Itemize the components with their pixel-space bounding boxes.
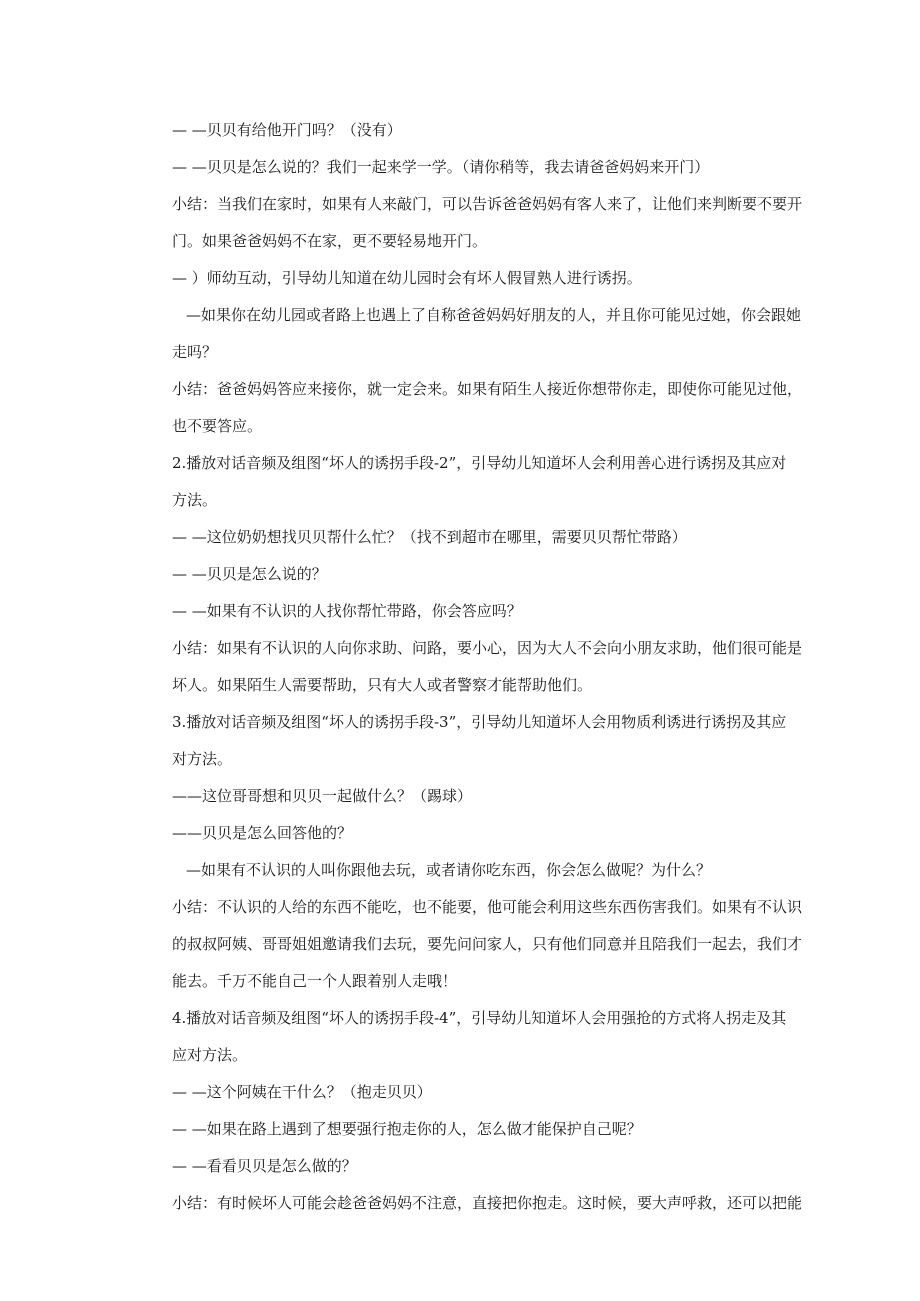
dialogue-line: — —贝贝是怎么说的？我们一起来学一学。（请你稍等，我去请爸爸妈妈来开门）	[172, 158, 710, 176]
dialogue-line: ——贝贝是怎么回答他的？	[172, 824, 353, 842]
summary-line: 也不要答应。	[172, 417, 263, 435]
section-heading: 应对方法。	[172, 1046, 248, 1064]
section-heading: 2.播放对话音频及组图“坏人的诱拐手段-2”，引导幼儿知道坏人会利用善心进行诱拐及其应对	[172, 454, 787, 472]
dialogue-line: — —如果在路上遇到了想要强行抱走你的人，怎么做才能保护自己呢？	[172, 1120, 642, 1138]
summary-line: 门。如果爸爸妈妈不在家，更不要轻易地开门。	[172, 232, 488, 250]
dialogue-line: — —贝贝有给他开门吗？（没有）	[172, 121, 402, 139]
section-heading: 4.播放对话音频及组图“坏人的诱拐手段-4”，引导幼儿知道坏人会用强抢的方式将人拐走及其	[172, 1009, 787, 1027]
dialogue-line: — —这个阿姨在干什么？（抱走贝贝）	[172, 1083, 432, 1101]
dialogue-line: ——这位哥哥想和贝贝一起做什么？（踢球）	[172, 787, 473, 805]
summary-line: 小结：爸爸妈妈答应来接你，就一定会来。如果有陌生人接近你想带你走，即使你可能见过他，	[172, 380, 803, 398]
summary-line: 小结：有时候坏人可能会趁爸爸妈妈不注意，直接把你抱走。这时候，要大声呼救，还可以把能	[172, 1194, 803, 1212]
dialogue-line: — —看看贝贝是怎么做的？	[172, 1157, 357, 1175]
summary-line: 小结：如果有不认识的人向你求助、问路，要小心，因为大人不会向小朋友求助，他们很可能是	[172, 639, 803, 657]
section-heading: 对方法。	[172, 750, 233, 768]
dialogue-line: —如果你在幼儿园或者路上也遇上了自称爸爸妈妈好朋友的人，并且你可能见过她，你会跟她	[186, 306, 802, 324]
summary-line: 小结：不认识的人给的东西不能吃，也不能要，他可能会利用这些东西伤害我们。如果有不认识	[172, 898, 803, 916]
dialogue-line: —如果有不认识的人叫你跟他去玩，或者请你吃东西，你会怎么做呢？为什么？	[186, 861, 712, 879]
dialogue-line: — —如果有不认识的人找你帮忙带路，你会答应吗？	[172, 602, 522, 620]
section-heading: 方法。	[172, 491, 218, 509]
dialogue-line: — —这位奶奶想找贝贝帮什么忙？（找不到超市在哪里，需要贝贝帮忙带路）	[172, 528, 687, 546]
summary-line: 坏人。如果陌生人需要帮助，只有大人或者警察才能帮助他们。	[172, 676, 593, 694]
summary-line: 小结：当我们在家时，如果有人来敲门，可以告诉爸爸妈妈有客人来了，让他们来判断要不要开	[172, 195, 803, 213]
summary-line: 能去。千万不能自己一个人跟着别人走哦！	[172, 972, 458, 990]
dialogue-line: — —贝贝是怎么说的？	[172, 565, 327, 583]
document-body	[172, 112, 827, 1222]
section-heading: — ）师幼互动，引导幼儿知道在幼儿园时会有坏人假冒熟人进行诱拐。	[172, 269, 642, 287]
summary-line: 的叔叔阿姨、哥哥姐姐邀请我们去玩，要先问问家人，只有他们同意并且陪我们一起去，我们才	[172, 935, 803, 953]
dialogue-line: 走吗？	[172, 343, 218, 361]
section-heading: 3.播放对话音频及组图“坏人的诱拐手段-3”，引导幼儿知道坏人会用物质利诱进行诱拐及其应	[172, 713, 787, 731]
